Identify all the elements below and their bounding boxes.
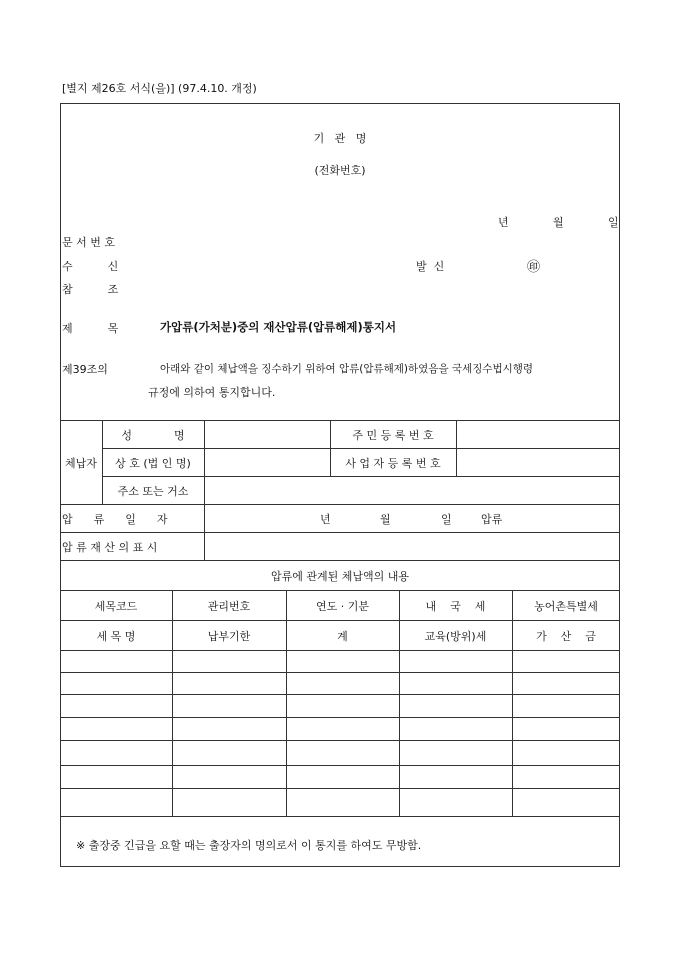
rule	[60, 560, 620, 561]
header-tax-name: 세 목 명	[96, 630, 136, 643]
doc-number-label: 문 서 번 호	[62, 236, 115, 249]
sender-label: 발 신	[416, 260, 445, 273]
rule	[60, 420, 620, 421]
rule	[172, 590, 173, 816]
header-mgmt-no: 관리번호	[207, 600, 251, 613]
header-tax-code: 세목코드	[94, 600, 138, 613]
rule	[60, 765, 620, 766]
rule	[60, 672, 620, 673]
subject-label: 제 목	[62, 322, 119, 335]
seizure-date-month: 월	[380, 513, 391, 526]
body-line-1: 아래와 같이 체납액을 징수하기 위하여 압류(압류해제)하였음을 국세징수법시행령	[160, 363, 534, 375]
seizure-date-suffix: 압류	[481, 513, 503, 526]
rule	[60, 590, 620, 591]
name-label: 성 명	[121, 429, 185, 442]
recipient-label: 수 신	[62, 260, 119, 273]
rule	[60, 788, 620, 789]
header-year-period: 연도 · 기분	[316, 600, 369, 613]
rrn-label: 주 민 등 록 번 호	[352, 429, 434, 442]
business-reg-label: 사 업 자 등 록 번 호	[345, 457, 441, 470]
date-day: 일	[608, 216, 619, 229]
rule	[60, 532, 620, 533]
rule	[60, 717, 620, 718]
agency-name: 기 관 명	[313, 132, 367, 145]
date-year: 년	[498, 216, 509, 229]
header-due-date: 납부기한	[207, 630, 251, 643]
article-ref: 제39조의	[62, 363, 108, 376]
header-national-tax: 내 국 세	[425, 600, 486, 613]
reference-label: 참 조	[62, 283, 119, 296]
rule	[60, 504, 620, 505]
taxpayer-group-label: 체납자	[65, 457, 97, 470]
rule	[102, 476, 620, 477]
form-header-note: [별지 제26호 서식(을)] (97.4.10. 개정)	[62, 82, 257, 95]
seizure-date-label: 압 류 일 자	[62, 513, 168, 526]
rule	[512, 590, 513, 816]
rule	[60, 740, 620, 741]
header-rural-tax: 농어촌특별세	[534, 600, 598, 613]
body-line-2: 규정에 의하여 통지합니다.	[148, 386, 276, 399]
arrears-title: 압류에 관계된 체납액의 내용	[270, 570, 409, 583]
agency-phone: (전화번호)	[314, 164, 366, 177]
rule	[60, 650, 620, 651]
date-month: 월	[553, 216, 564, 229]
rule	[456, 420, 457, 476]
rule	[60, 620, 620, 621]
address-label: 주소 또는 거소	[117, 485, 189, 498]
header-penalty: 가 산 금	[536, 630, 596, 643]
rule	[60, 816, 620, 817]
seizure-date-year: 년	[320, 513, 331, 526]
footnote: ※ 출장중 긴급을 요할 때는 출장자의 명의로서 이 통지를 하여도 무방함.	[76, 839, 422, 852]
subject-title: 가압류(가처분)중의 재산압류(압류해제)통지서	[160, 320, 397, 334]
rule	[286, 590, 287, 816]
rule	[399, 590, 400, 816]
seal-mark: ㊞	[527, 260, 541, 275]
header-education-tax: 교육(방위)세	[424, 630, 487, 643]
company-name-label: 상 호 (법 인 명)	[115, 457, 191, 470]
rule	[60, 694, 620, 695]
seizure-date-day: 일	[441, 513, 452, 526]
header-total: 계	[337, 630, 348, 643]
rule	[204, 420, 205, 560]
seized-property-label: 압 류 재 산 의 표 시	[62, 541, 158, 554]
rule	[102, 448, 620, 449]
